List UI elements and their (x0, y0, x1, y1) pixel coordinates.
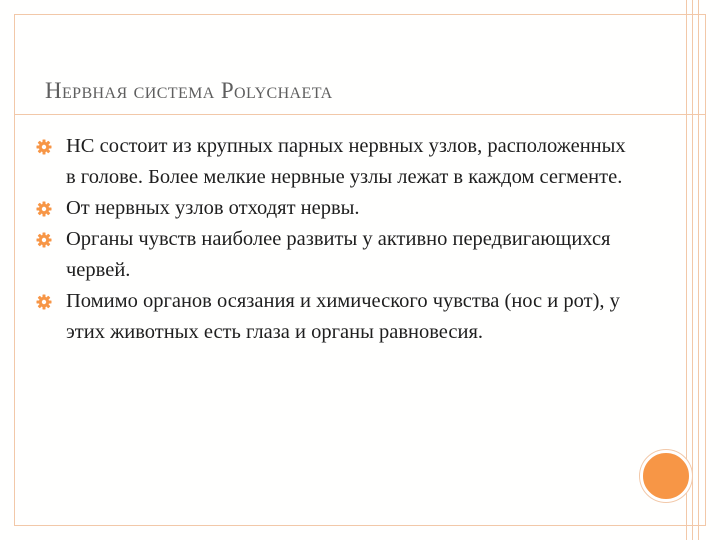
bullet-item (36, 224, 636, 286)
bullet-text: Помимо органов осязания и химического чувства (нос и рот), у этих животных есть глаза и органы равновесия. (66, 290, 620, 343)
bullet-item (36, 193, 636, 224)
decorative-circle (640, 450, 692, 502)
gear-icon (36, 294, 52, 310)
bullet-text: От нервных узлов отходят нервы. (66, 197, 360, 219)
bullet-text: НС состоит из крупных парных нервных узлов, расположенных в голове. Более мелкие нервные узлы лежат в каждом сегменте. (66, 135, 626, 188)
title-divider (14, 114, 706, 115)
side-line-right (698, 0, 699, 540)
side-line-middle (692, 0, 693, 540)
bullet-item (36, 286, 636, 348)
gear-icon (36, 232, 52, 248)
gear-icon (36, 201, 52, 217)
gear-icon (36, 139, 52, 155)
bullet-text: Органы чувств наиболее развиты у активно передвигающихся червей. (66, 228, 611, 281)
bullet-list (36, 131, 636, 348)
slide-title: Нервная система Polychaeta (45, 78, 333, 103)
bullet-item (36, 131, 636, 193)
